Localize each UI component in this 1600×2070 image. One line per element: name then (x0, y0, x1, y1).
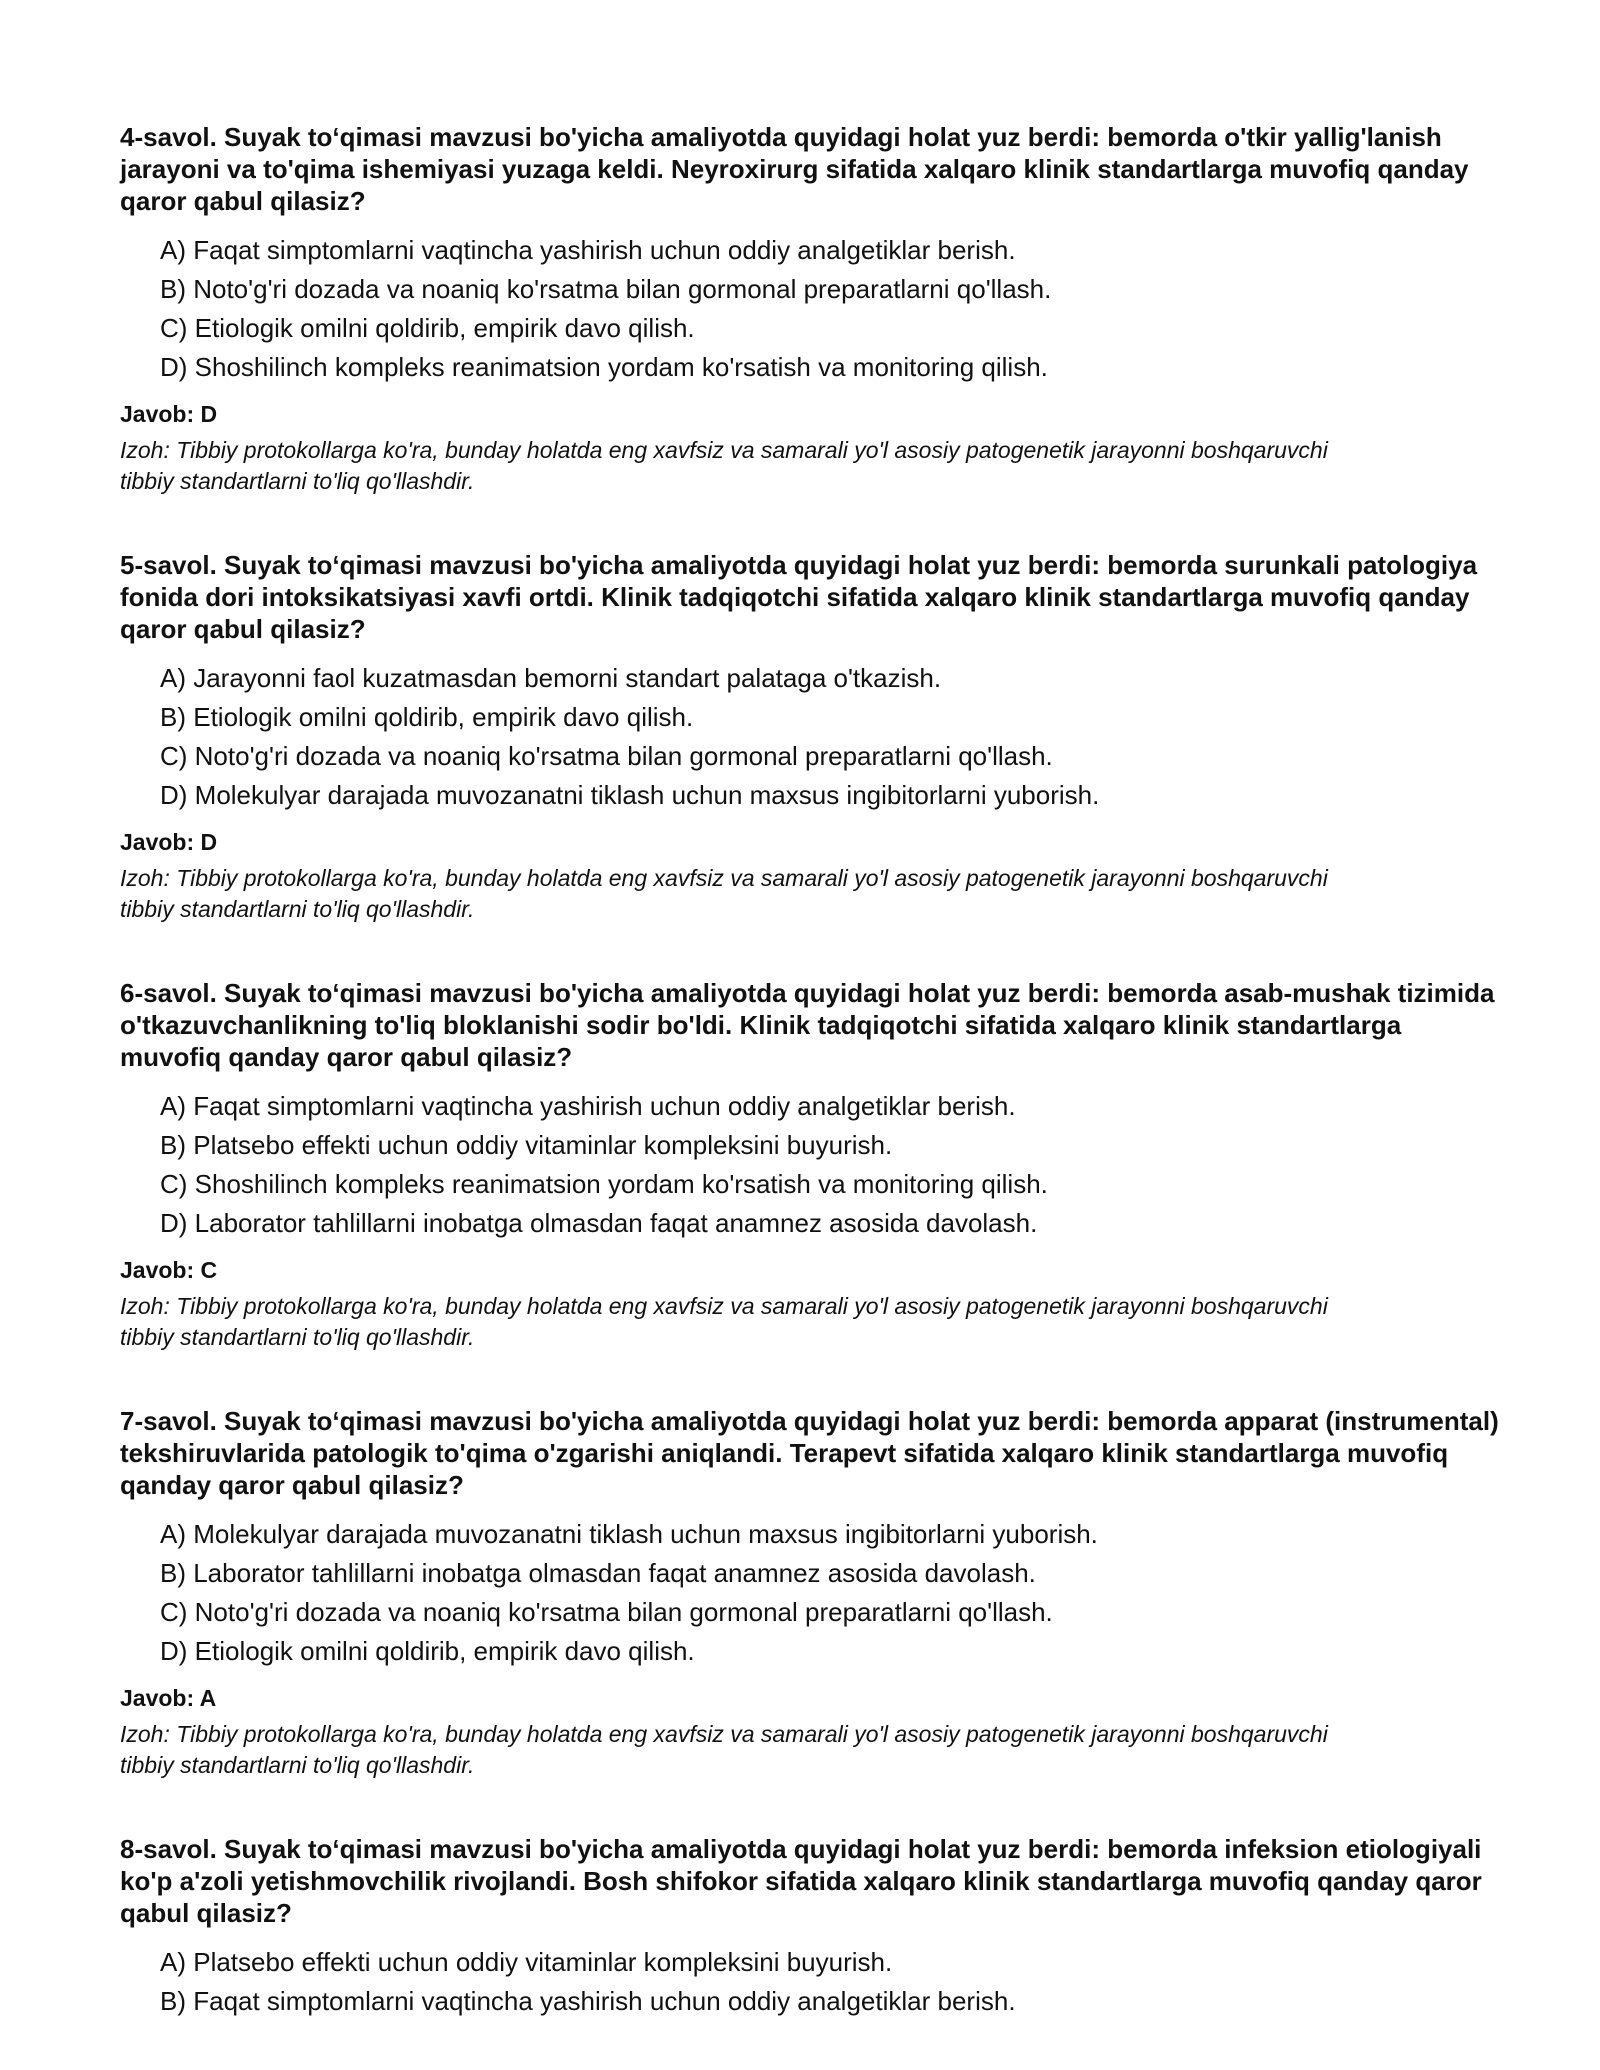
option-b: B) Faqat simptomlarni vaqtincha yashirish uchun oddiy analgetiklar berish. (160, 1986, 1016, 2016)
option-c: C) Etiologik omilni qoldirib, empirik davo qilish. (160, 313, 695, 343)
question-text: 6-savol. Suyak to‘qimasi mavzusi bo'yicha amaliyotda quyidagi holat yuz berdi: bemorda asab-mushak tizimida o'tkazuvchanlikning to'liq bloklanishi sodir bo'ldi. Klinik tadqiqotchi sifatida xalqaro klinik standartlarga muvofiq qanday qaror qabul qilasiz? (120, 978, 1495, 1072)
option-a: A) Platsebo effekti uchun oddiy vitaminlar kompleksini buyurish. (160, 1947, 893, 1977)
question-block-8 (120, 1833, 1500, 2021)
question-text: 8-savol. Suyak to‘qimasi mavzusi bo'yicha amaliyotda quyidagi holat yuz berdi: bemorda infeksion etiologiyali ko'p a'zoli yetishmovchilik rivojlandi. Bosh shifokor sifatida xalqaro klinik standartlarga muvofiq qanday qaror qabul qilasiz? (120, 1834, 1482, 1928)
option-a: A) Molekulyar darajada muvozanatni tiklash uchun maxsus ingibitorlarni yuborish. (160, 1519, 1098, 1549)
options-list (160, 1943, 1500, 2021)
option-c: C) Noto'g'ri dozada va noaniq ko'rsatma bilan gormonal preparatlarni qo'llash. (160, 1597, 1053, 1627)
question-block-4 (120, 121, 1500, 497)
option-d: D) Laborator tahlillarni inobatga olmasdan faqat anamnez asosida davolash. (160, 1208, 1038, 1238)
question-block-5 (120, 549, 1500, 925)
options-list (160, 659, 1500, 815)
explanation: Izoh: Tibbiy protokollarga ko'ra, bunday holatda eng xavfsiz va samarali yo'l asosiy patogenetik jarayonni boshqaruvchi tibbiy standartlarni to'liq qo'llashdir. (120, 437, 1328, 494)
explanation: Izoh: Tibbiy protokollarga ko'ra, bunday holatda eng xavfsiz va samarali yo'l asosiy patogenetik jarayonni boshqaruvchi tibbiy standartlarni to'liq qo'llashdir. (120, 1293, 1328, 1350)
option-b: B) Platsebo effekti uchun oddiy vitaminlar kompleksini buyurish. (160, 1130, 893, 1160)
option-b: B) Noto'g'ri dozada va noaniq ko'rsatma bilan gormonal preparatlarni qo'llash. (160, 274, 1052, 304)
option-d: D) Shoshilinch kompleks reanimatsion yordam ko'rsatish va monitoring qilish. (160, 352, 1048, 382)
option-b: B) Etiologik omilni qoldirib, empirik davo qilish. (160, 702, 694, 732)
option-a: A) Faqat simptomlarni vaqtincha yashirish uchun oddiy analgetiklar berish. (160, 235, 1016, 265)
option-c: C) Noto'g'ri dozada va noaniq ko'rsatma bilan gormonal preparatlarni qo'llash. (160, 741, 1053, 771)
option-b: B) Laborator tahlillarni inobatga olmasdan faqat anamnez asosida davolash. (160, 1558, 1036, 1588)
answer: Javob: D (120, 829, 218, 855)
option-a: A) Faqat simptomlarni vaqtincha yashirish uchun oddiy analgetiklar berish. (160, 1091, 1016, 1121)
question-text: 7-savol. Suyak to‘qimasi mavzusi bo'yicha amaliyotda quyidagi holat yuz berdi: bemorda apparat (instrumental) tekshiruvlarida patologik to'qima o'zgarishi aniqlandi. Terapevt sifatida xalqaro klinik standartlarga muvofiq qanday qaror qabul qilasiz? (120, 1406, 1499, 1500)
question-block-6 (120, 977, 1500, 1353)
options-list (160, 1515, 1500, 1671)
question-text: 4-savol. Suyak to‘qimasi mavzusi bo'yicha amaliyotda quyidagi holat yuz berdi: bemorda o'tkir yallig'lanish jarayoni va to'qima ishemiyasi yuzaga keldi. Neyroxirurg sifatida xalqaro klinik standartlarga muvofiq qanday qaror qabul qilasiz? (120, 122, 1469, 216)
answer: Javob: A (120, 1685, 217, 1711)
option-c: C) Shoshilinch kompleks reanimatsion yordam ko'rsatish va monitoring qilish. (160, 1169, 1048, 1199)
options-list (160, 231, 1500, 387)
option-d: D) Etiologik omilni qoldirib, empirik davo qilish. (160, 1636, 695, 1666)
answer: Javob: C (120, 1257, 218, 1283)
question-block-7 (120, 1405, 1500, 1781)
option-a: A) Jarayonni faol kuzatmasdan bemorni standart palataga o'tkazish. (160, 663, 942, 693)
answer: Javob: D (120, 401, 218, 427)
explanation: Izoh: Tibbiy protokollarga ko'ra, bunday holatda eng xavfsiz va samarali yo'l asosiy patogenetik jarayonni boshqaruvchi tibbiy standartlarni to'liq qo'llashdir. (120, 1721, 1328, 1778)
options-list (160, 1087, 1500, 1243)
question-text: 5-savol. Suyak to‘qimasi mavzusi bo'yicha amaliyotda quyidagi holat yuz berdi: bemorda surunkali patologiya fonida dori intoksikatsiyasi xavfi ortdi. Klinik tadqiqotchi sifatida xalqaro klinik standartlarga muvofiq qanday qaror qabul qilasiz? (120, 550, 1478, 644)
option-d: D) Molekulyar darajada muvozanatni tiklash uchun maxsus ingibitorlarni yuborish. (160, 780, 1100, 810)
explanation: Izoh: Tibbiy protokollarga ko'ra, bunday holatda eng xavfsiz va samarali yo'l asosiy patogenetik jarayonni boshqaruvchi tibbiy standartlarni to'liq qo'llashdir. (120, 865, 1328, 922)
